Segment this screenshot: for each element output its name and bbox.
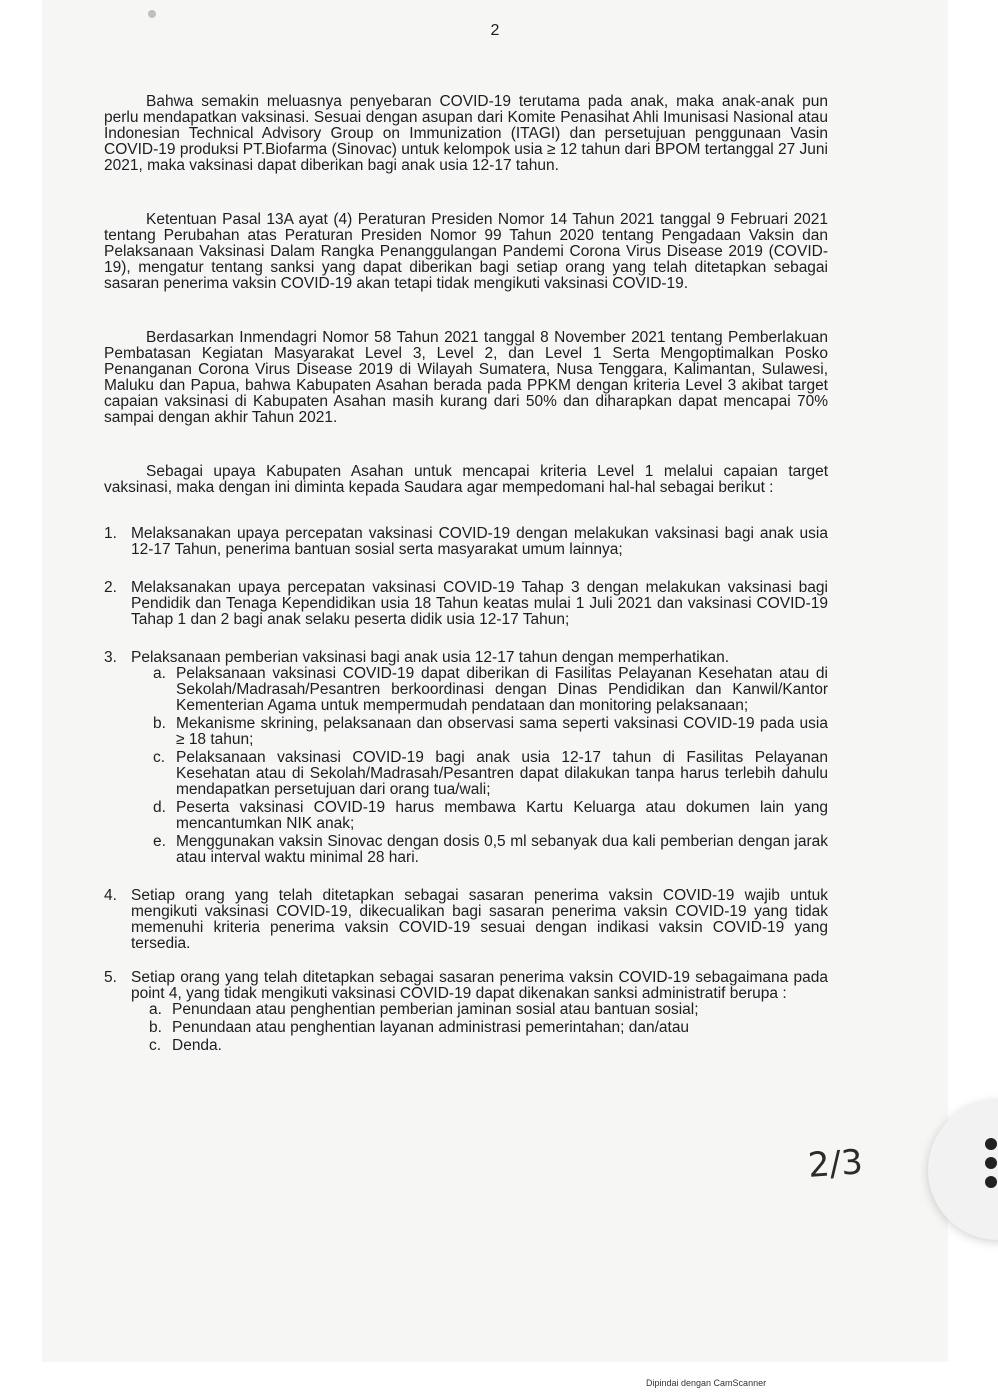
sub-text: Penundaan atau penghentian layanan administrasi pemerintahan; dan/atau: [172, 1019, 690, 1036]
paragraph: Berdasarkan Inmendagri Nomor 58 Tahun 2021 tanggal 8 November 2021 tentang Pemberlakuan Pembatasan Kegiatan Masyarakat Level 3, Level 2, dan Level 1 Serta Mengoptimalkan Posko Penanganan Corona Virus Disease 2019 di Wilayah Sumatera, Nusa Tenggara, Kalimantan, Sulawesi, Maluku dan Papua, bahwa Kabupaten Asahan berada pada PPKM dengan kriteria Level 3 akibat target capaian vaksinasi di Kabupaten Asahan masih kurang dari 50% dan diharapkan dapat mencapai 70% sampai dengan akhir Tahun 2021.: [104, 329, 828, 426]
sub-letter: e.: [153, 833, 166, 850]
list-number: 3.: [104, 649, 117, 666]
paragraph: Sebagai upaya Kabupaten Asahan untuk mencapai kriteria Level 1 melalui capaian target vaksinasi, maka dengan ini diminta kepada Saudara agar mempedomani hal-hal sebagai berikut :: [104, 463, 828, 496]
list-number: 1.: [104, 525, 117, 542]
sub-text: Menggunakan vaksin Sinovac dengan dosis 0,5 ml sebanyak dua kali pemberian dengan jarak atau interval waktu minimal 28 hari.: [176, 833, 828, 866]
camscanner-watermark: Dipindai dengan CamScanner: [646, 1378, 767, 1388]
list-text: Melaksanakan upaya percepatan vaksinasi COVID-19 Tahap 3 dengan melakukan vaksinasi bagi Pendidik dan Tenaga Kependidikan usia 18 Tahun keatas mulai 1 Juli 2021 dan vaksinasi COVID-19 Tahap 1 dan 2 bagi anak selaku peserta didik usia 12-17 Tahun;: [131, 579, 828, 628]
sub-item: [153, 800, 828, 832]
page-number: 2: [490, 22, 500, 39]
sub-text: Pelaksanaan vaksinasi COVID-19 bagi anak usia 12-17 tahun di Fasilitas Pelayanan Kesehatan atau di Sekolah/Madrasah/Pesantren dapat dilakukan tanpa harus terlebih dahulu mendapatkan persetujuan dari orang tua/wali;: [176, 749, 828, 798]
sub-item: [153, 834, 828, 866]
sub-item: [149, 1020, 828, 1036]
list-item: [104, 526, 828, 558]
list-text: Melaksanakan upaya percepatan vaksinasi COVID-19 dengan melakukan vaksinasi bagi anak usia 12-17 Tahun, penerima bantuan sosial serta masyarakat umum lainnya;: [131, 525, 828, 558]
list-number: 2.: [104, 579, 117, 596]
list-number: 4.: [104, 887, 117, 904]
sub-letter: c.: [153, 749, 166, 766]
list-item: [104, 970, 828, 1054]
sub-item: [153, 750, 828, 798]
list-item: [104, 580, 828, 628]
sub-text: Mekanisme skrining, pelaksanaan dan observasi sama seperti vaksinasi COVID-19 pada usia ≥ 18 tahun;: [176, 715, 828, 748]
sub-letter: b.: [153, 715, 166, 732]
scan-speck: [148, 10, 156, 18]
sub-letter: a.: [153, 665, 166, 682]
list-text: Setiap orang yang telah ditetapkan sebagai sasaran penerima vaksin COVID-19 wajib untuk mengikuti vaksinasi COVID-19, dikecualikan bagi sasaran penerima vaksin COVID-19 yang tidak memenuhi kriteria penerima vaksin COVID-19 sesuai dengan indikasi vaksin COVID-19 yang tersedia.: [131, 887, 828, 952]
sub-text: Penundaan atau penghentian pemberian jaminan sosial atau bantuan sosial;: [172, 1001, 699, 1018]
sub-text: Denda.: [172, 1037, 222, 1054]
sub-text: Peserta vaksinasi COVID-19 harus membawa Kartu Keluarga atau dokumen lain yang mencantumkan NIK anak;: [176, 799, 828, 832]
sub-item: [149, 1038, 828, 1054]
more-vertical-icon[interactable]: [985, 1138, 998, 1190]
sub-letter: d.: [153, 799, 166, 816]
list-item: [104, 650, 828, 866]
list-text: Pelaksanaan pemberian vaksinasi bagi anak usia 12-17 tahun dengan memperhatikan.: [131, 649, 730, 666]
document-body: [104, 94, 828, 1076]
sub-item: [153, 716, 828, 748]
sub-text: Pelaksanaan vaksinasi COVID-19 dapat diberikan di Fasilitas Pelayanan Kesehatan atau di Sekolah/Madrasah/Pesantren berkoordinasi dengan Dinas Pendidikan dan Kanwil/Kantor Kementerian Agama untuk mempermudah pendataan dan monitoring pelaksanaan;: [176, 665, 828, 714]
paragraph: Ketentuan Pasal 13A ayat (4) Peraturan Presiden Nomor 14 Tahun 2021 tanggal 9 Februari 2021 tentang Perubahan atas Peraturan Presiden Nomor 99 Tahun 2020 tentang Pengadaan Vaksin dan Pelaksanaan Vaksinasi Dalam Rangka Penanggulangan Pandemi Corona Virus Disease 2019 (COVID-19), mengatur tentang sanksi yang dapat diberikan bagi setiap orang yang telah ditetapkan sebagai sasaran penerima vaksin COVID-19 akan tetapi tidak mengikuti vaksinasi COVID-19.: [104, 211, 828, 292]
sub-letter: b.: [149, 1019, 162, 1036]
footer: [0, 1362, 998, 1396]
list-item: [104, 888, 828, 952]
sub-item: [153, 666, 828, 714]
sub-list: [153, 666, 828, 866]
sub-list: [149, 1002, 828, 1054]
sub-item: [149, 1002, 828, 1018]
handwritten-page-annotation: 2/3: [806, 1142, 865, 1186]
sub-letter: c.: [149, 1037, 162, 1054]
sub-letter: a.: [149, 1001, 162, 1018]
paragraph: Bahwa semakin meluasnya penyebaran COVID-19 terutama pada anak, maka anak-anak pun perlu mendapatkan vaksinasi. Sesuai dengan asupan dari Komite Penasihat Ahli Imunisasi Nasional atau Indonesian Technical Advisory Group on Immunization (ITAGI) dan persetujuan penggunaan Vasin COVID-19 produksi PT.Biofarma (Sinovac) untuk kelompok usia ≥ 12 tahun dari BPOM tertanggal 27 Juni 2021, maka vaksinasi dapat diberikan bagi anak usia 12-17 tahun.: [104, 93, 828, 174]
list-number: 5.: [104, 969, 117, 986]
list-text: Setiap orang yang telah ditetapkan sebagai sasaran penerima vaksin COVID-19 sebagaimana pada point 4, yang tidak mengikuti vaksinasi COVID-19 dapat dikenakan sanksi administratif berupa :: [131, 969, 828, 1002]
